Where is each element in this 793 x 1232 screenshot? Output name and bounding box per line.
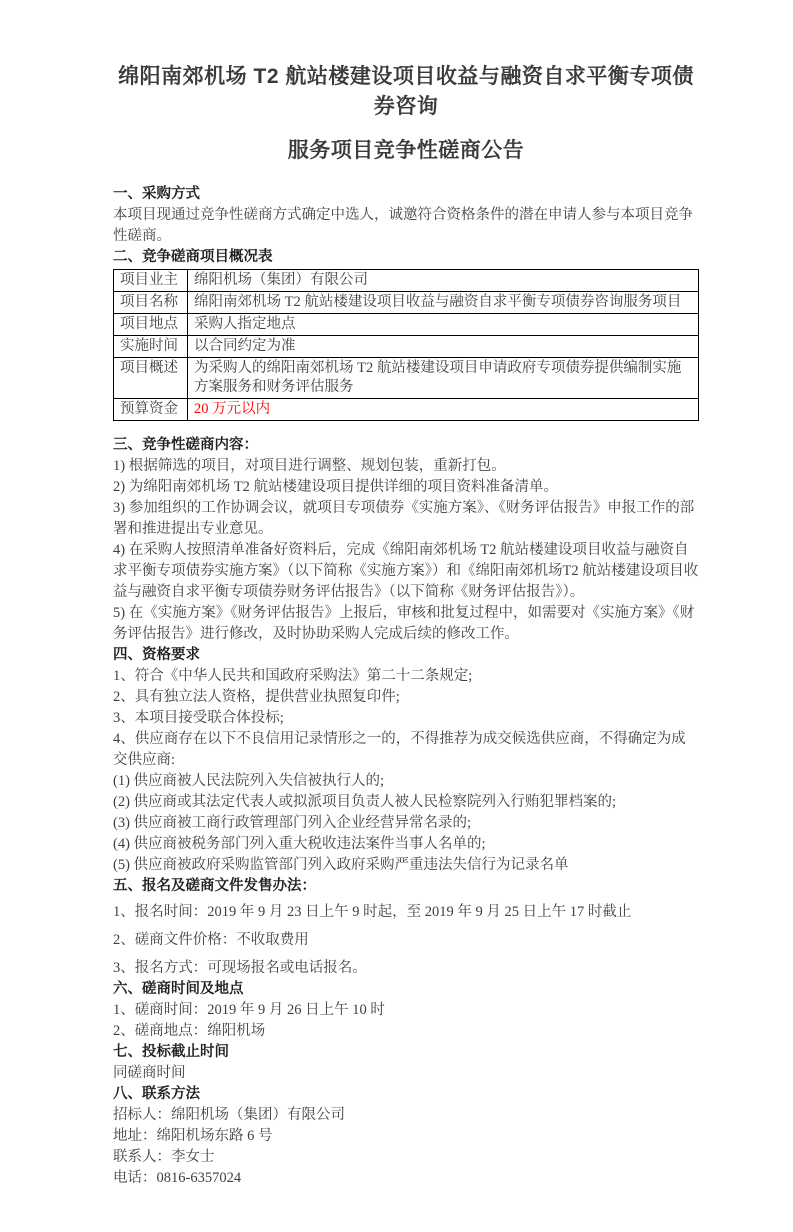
list-item: (4) 供应商被税务部门列入重大税收违法案件当事人名单的; [113,836,486,852]
contact-line: 电话：0816-6357024 [113,1170,242,1186]
list-item: (1) 供应商被人民法院列入失信被执行人的; [113,773,385,789]
list-item: 2、磋商文件价格：不收取费用 [113,932,309,948]
list-item: 1、报名时间：2019 年 9 月 23 日上午 9 时起，至 2019 年 9 月 25 日上午 17 时截止 [113,904,632,920]
page-title-line2: 服务项目竞争性磋商公告 [287,139,525,162]
section-registration [113,876,699,979]
row-label: 实施时间 [114,336,188,358]
row-value: 采购人指定地点 [188,314,699,336]
list-item: (3) 供应商被工商行政管理部门列入企业经营异常名录的; [113,815,472,831]
row-label: 项目名称 [114,292,188,314]
list-item: 2、具有独立法人资格，提供营业执照复印件; [113,689,400,705]
section-overview [113,247,699,421]
purchase-method-body: 本项目现通过竞争性磋商方式确定中选人，诚邀符合资格条件的潜在申请人参与本项目竞争性磋商。 [113,207,693,244]
list-item: 2、磋商地点：绵阳机场 [113,1023,266,1039]
page-title [113,62,699,166]
row-label: 项目业主 [114,270,188,292]
list-item: 5) 在《实施方案》《财务评估报告》上报后，审核和批复过程中，如需要对《实施方案》《财务评估报告》进行修改，及时协助采购人完成后续的修改工作。 [113,605,695,642]
row-value: 为采购人的绵阳南郊机场 T2 航站楼建设项目申请政府专项债券提供编制实施方案服务和财务评估服务 [188,358,699,399]
list-item: 1) 根据筛选的项目，对项目进行调整、规划包装，重新打包。 [113,458,506,474]
list-item: 2) 为绵阳南郊机场 T2 航站楼建设项目提供详细的项目资料准备清单。 [113,479,559,495]
row-value: 绵阳机场（集团）有限公司 [188,270,699,292]
bid-deadline-body: 同磋商时间 [113,1065,186,1081]
table-row [114,399,699,421]
row-label: 预算资金 [114,399,188,421]
row-value: 以合同约定为准 [188,336,699,358]
document-content [113,62,699,1189]
list-item: 4) 在采购人按照清单准备好资料后，完成《绵阳南郊机场 T2 航站楼建设项目收益与融资自求平衡专项债券实施方案》（以下简称《实施方案》）和《绵阳南郊机场T2 航站楼建设项目收益与融资自求平衡专项债券财务评估报告》（以下简称《财务评估报告》）。 [113,542,699,600]
table-row [114,270,699,292]
contact-heading: 八、联系方法 [113,1086,200,1102]
list-item: 3、本项目接受联合体投标; [113,710,284,726]
page-title-line1: 绵阳南郊机场 T2 航站楼建设项目收益与融资自求平衡专项债券咨询 [118,65,694,118]
negotiation-content-heading: 三、竞争性磋商内容： [113,437,258,453]
budget-value: 20 万元以内 [188,399,699,421]
list-item: 3、报名方式：可现场报名或电话报名。 [113,960,367,976]
contact-line: 招标人：绵阳机场（集团）有限公司 [113,1107,345,1123]
registration-heading: 五、报名及磋商文件发售办法： [113,878,316,894]
list-item: 1、磋商时间：2019 年 9 月 26 日上午 10 时 [113,1002,385,1018]
list-item: (2) 供应商或其法定代表人或拟派项目负责人被人民检察院列入行贿犯罪档案的; [113,794,617,810]
table-row [114,292,699,314]
overview-table [113,269,699,421]
qualification-heading: 四、资格要求 [113,647,200,663]
table-row [114,336,699,358]
section-qualification [113,645,699,876]
list-item: (5) 供应商被政府采购监管部门列入政府采购严重违法失信行为记录名单 [113,857,569,873]
section-contact [113,1084,699,1189]
section-negotiation-content [113,435,699,645]
section-negotiation-time [113,979,699,1042]
overview-heading: 二、竞争磋商项目概况表 [113,249,273,265]
list-item: 4、供应商存在以下不良信用记录情形之一的，不得推荐为成交候选供应商，不得确定为成交供应商: [113,731,686,768]
table-row [114,358,699,399]
section-bid-deadline [113,1042,699,1084]
row-label: 项目概述 [114,358,188,399]
table-row [114,314,699,336]
row-value: 绵阳南郊机场 T2 航站楼建设项目收益与融资自求平衡专项债券咨询服务项目 [188,292,699,314]
list-item: 1、符合《中华人民共和国政府采购法》第二十二条规定; [113,668,473,684]
row-label: 项目地点 [114,314,188,336]
purchase-method-heading: 一、采购方式 [113,186,200,202]
negotiation-time-heading: 六、磋商时间及地点 [113,981,244,997]
contact-line: 联系人：李女士 [113,1149,215,1165]
section-purchase-method [113,184,699,247]
list-item: 3) 参加组织的工作协调会议，就项目专项债券《实施方案》、《财务评估报告》申报工作的部署和推进提出专业意见。 [113,500,695,537]
bid-deadline-heading: 七、投标截止时间 [113,1044,229,1060]
contact-line: 地址：绵阳机场东路 6 号 [113,1128,273,1144]
